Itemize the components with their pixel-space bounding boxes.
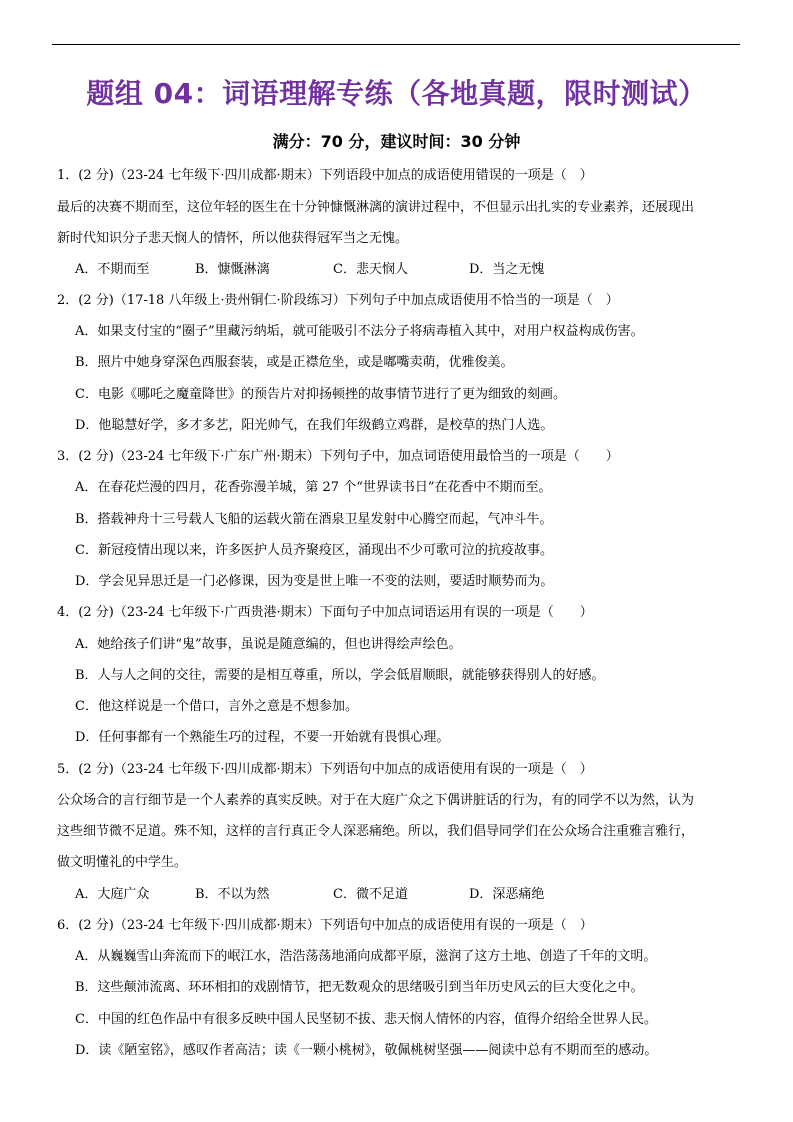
question-3-option-a[interactable]: A．在春花烂漫的四月，花香弥漫羊城，第 27 个“世界读书日”在花香中不期而至。 [75,480,552,495]
question-5-passage-line: 做文明懂礼的中学生。 [57,855,188,870]
question-2-option-a[interactable]: A．如果支付宝的“圈子”里藏污纳垢，就可能吸引不法分子将病毒植入其中，对用户权益构成伤害。 [75,324,644,339]
question-3-option-d[interactable]: D．学会见异思迁是一门必修课，因为变是世上唯一不变的法则，要适时顺势而为。 [75,574,554,589]
question-6-stem: 6．(2 分)（23-24 七年级下·四川成都·期末）下列语句中加点的成语使用有误的一项是（ ） [57,918,593,933]
question-3-option-b[interactable]: B．搭载神舟十三号载人飞船的运载火箭在酒泉卫星发射中心腾空而起，气冲斗牛。 [75,512,553,527]
question-1-options [75,260,544,280]
option-d[interactable]: D．深恶痛绝 [469,887,545,902]
score-time-subtitle: 满分：70 分，建议时间：30 分钟 [272,132,521,151]
question-2-stem: 2．(2 分)（17-18 八年级上·贵州铜仁·阶段练习）下列句子中加点成语使用不恰当的一项是（ ） [57,293,619,308]
question-2-option-c[interactable]: C．电影《哪吒之魔童降世》的预告片对抑扬顿挫的故事情节进行了更为细致的刻画。 [75,387,566,402]
question-5-passage-line: 这些细节微不足道。殊不知，这样的言行真正令人深恶痛绝。所以，我们倡导同学们在公众场合注重雅言雅行， [57,824,695,839]
page-title: 题组 04：词语理解专练（各地真题，限时测试） [86,77,707,110]
question-5-stem: 5．(2 分)（23-24 七年级下·四川成都·期末）下列语句中加点的成语使用有误的一项是（ ） [57,762,593,777]
option-c[interactable]: C．悲天悯人 [333,262,408,277]
question-2-option-d[interactable]: D．他聪慧好学，多才多艺，阳光帅气，在我们年级鹤立鸡群，是校草的热门人选。 [75,418,554,433]
question-1-stem: 1．(2 分)（23-24 七年级下·四川成都·期末）下列语段中加点的成语使用错误的一项是（ ） [57,168,593,183]
question-5-options [75,885,544,905]
option-a[interactable]: A．不期而至 [75,262,150,277]
option-b[interactable]: B．慷慨淋漓 [195,262,270,277]
question-4-option-c[interactable]: C．他这样说是一个借口，言外之意是不想参加。 [75,699,358,714]
question-1-passage-line: 最后的决赛不期而至，这位年轻的医生在十分钟慷慨淋漓的演讲过程中，不但显示出扎实的专业素养，还展现出 [57,200,695,215]
header-rule [52,44,740,45]
option-a[interactable]: A．大庭广众 [75,887,150,902]
option-d[interactable]: D．当之无愧 [469,262,545,277]
question-6-option-a[interactable]: A．从巍巍雪山奔流而下的岷江水，浩浩荡荡地涌向成都平原，滋润了这方土地、创造了千年的文明。 [75,949,657,964]
option-c[interactable]: C．微不足道 [333,887,408,902]
question-6-option-c[interactable]: C．中国的红色作品中有很多反映中国人民坚韧不拔、悲天悯人情怀的内容，值得介绍给全世界人民。 [75,1012,657,1027]
question-6-option-d[interactable]: D．读《陋室铭》，感叹作者高洁；读《一颗小桃树》，敬佩桃树坚强——阅读中总有不期而至的感动。 [75,1043,658,1058]
question-4-option-d[interactable]: D．任何事都有一个熟能生巧的过程，不要一开始就有畏惧心理。 [75,730,450,745]
option-b[interactable]: B．不以为然 [195,887,270,902]
question-6-option-b[interactable]: B．这些颠沛流离、环环相扣的戏剧情节，把无数观众的思绪吸引到当年历史风云的巨大变化之中。 [75,980,644,995]
question-4-option-b[interactable]: B．人与人之间的交往，需要的是相互尊重，所以，学会低眉顺眼，就能够获得别人的好感。 [75,668,605,683]
question-4-option-a[interactable]: A．她给孩子们讲“鬼”故事，虽说是随意编的，但也讲得绘声绘色。 [75,637,462,652]
question-3-stem: 3．(2 分)（23-24 七年级下·广东广州·期末）下列句子中，加点词语使用最恰当的一项是（ ） [57,449,619,464]
question-2-option-b[interactable]: B．照片中她身穿深色西服套装，或是正襟危坐，或是嘟嘴卖萌，优雅俊美。 [75,355,514,370]
question-1-passage-line: 新时代知识分子悲天悯人的情怀，所以他获得冠军当之无愧。 [57,231,409,246]
question-4-stem: 4．(2 分)（23-24 七年级下·广西贵港·期末）下面句子中加点词语运用有误的一项是（ ） [57,605,593,620]
question-3-option-c[interactable]: C．新冠疫情出现以来，许多医护人员齐聚疫区，涌现出不少可歌可泣的抗疫故事。 [75,543,553,558]
question-5-passage-line: 公众场合的言行细节是一个人素养的真实反映。对于在大庭广众之下偶讲脏话的行为，有的同学不以为然，认为 [57,793,695,808]
